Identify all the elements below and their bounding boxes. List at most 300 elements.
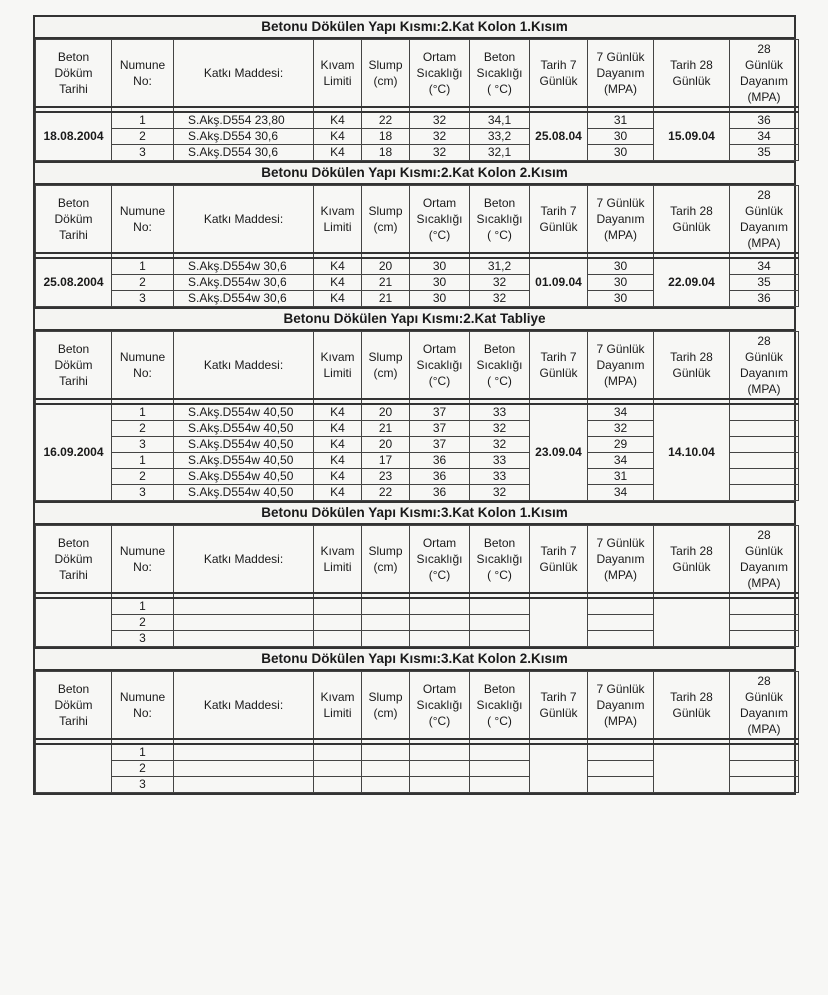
additive: S.Akş.D554w 40,50 <box>174 453 314 469</box>
header-line: Beton <box>483 682 516 696</box>
header-line: Günlük <box>539 706 578 720</box>
header-kivam <box>314 526 362 594</box>
table-row <box>36 598 799 615</box>
header-ortam <box>410 186 470 254</box>
header-line: 28 <box>757 528 771 542</box>
concrete-temp: 33 <box>470 469 530 485</box>
header-line: (°C) <box>428 228 451 242</box>
header-d7 <box>588 526 654 594</box>
date-28-day: 22.09.04 <box>654 258 730 307</box>
header-row <box>36 526 799 594</box>
header-line: No: <box>133 560 152 574</box>
header-row <box>36 672 799 740</box>
section <box>33 501 796 647</box>
sample-no: 1 <box>112 453 174 469</box>
ambient-temp: 32 <box>410 129 470 145</box>
slump <box>362 761 410 777</box>
header-line: Limiti <box>323 220 352 234</box>
header-line: Döküm <box>54 552 93 566</box>
section-table <box>35 39 799 161</box>
header-line: No: <box>133 366 152 380</box>
header-slump <box>362 526 410 594</box>
header-line: Döküm <box>54 698 93 712</box>
header-d7 <box>588 332 654 400</box>
header-line: Tarihi <box>59 374 88 388</box>
strength-7-day: 31 <box>588 112 654 129</box>
strength-28-day <box>730 469 799 485</box>
header-ortam <box>410 526 470 594</box>
header-d28 <box>730 186 799 254</box>
date-7-day <box>530 744 588 793</box>
sample-no: 1 <box>112 404 174 421</box>
casting-date <box>36 598 112 647</box>
header-line: Slump <box>368 58 403 72</box>
strength-28-day <box>730 485 799 501</box>
header-line: (°C) <box>428 374 451 388</box>
header-line: Sıcaklığı <box>416 698 463 712</box>
header-tarih28 <box>654 672 730 740</box>
sample-no: 3 <box>112 631 174 647</box>
consistency-limit: K4 <box>314 291 362 307</box>
header-dokum <box>36 186 112 254</box>
header-line: Tarih 7 <box>540 204 577 218</box>
sample-no: 3 <box>112 437 174 453</box>
header-line: Günlük <box>744 204 784 218</box>
additive: S.Akş.D554w 40,50 <box>174 421 314 437</box>
header-line: 7 Günlük <box>596 682 645 696</box>
additive: S.Akş.D554w 30,6 <box>174 291 314 307</box>
header-line: Dayanım <box>739 706 789 720</box>
header-line: Günlük <box>672 560 711 574</box>
date-7-day <box>530 598 588 647</box>
ambient-temp <box>410 777 470 793</box>
header-katki <box>174 186 314 254</box>
sample-no: 1 <box>112 744 174 761</box>
header-line: Ortam <box>422 196 457 210</box>
strength-7-day: 32 <box>588 421 654 437</box>
header-line: Döküm <box>54 358 93 372</box>
slump: 18 <box>362 129 410 145</box>
strength-28-day: 35 <box>730 145 799 161</box>
casting-date <box>36 744 112 793</box>
ambient-temp: 30 <box>410 258 470 275</box>
sample-no: 2 <box>112 615 174 631</box>
header-line: Günlük <box>672 220 711 234</box>
header-row <box>36 332 799 400</box>
slump <box>362 777 410 793</box>
header-line: Günlük <box>539 220 578 234</box>
header-line: (MPA) <box>603 714 638 728</box>
ambient-temp <box>410 631 470 647</box>
section <box>33 161 796 307</box>
header-line: Katkı Maddesi: <box>203 698 284 712</box>
header-line: ( °C) <box>487 714 512 728</box>
header-line: Tarih 28 <box>670 544 713 558</box>
header-numune <box>112 672 174 740</box>
header-line: (cm) <box>373 560 398 574</box>
header-line: 28 <box>757 42 771 56</box>
additive: S.Akş.D554 30,6 <box>174 145 314 161</box>
additive: S.Akş.D554w 40,50 <box>174 485 314 501</box>
concrete-temp <box>470 615 530 631</box>
ambient-temp: 37 <box>410 404 470 421</box>
section-title: Betonu Dökülen Yapı Kısmı:2.Kat Tabliye <box>35 309 794 331</box>
concrete-temp: 32 <box>470 485 530 501</box>
header-line: Tarihi <box>59 714 88 728</box>
header-d28 <box>730 40 799 108</box>
concrete-temp <box>470 631 530 647</box>
header-dokum <box>36 332 112 400</box>
header-line: Sıcaklığı <box>416 212 463 226</box>
strength-28-day <box>730 453 799 469</box>
strength-28-day <box>730 437 799 453</box>
strength-7-day <box>588 777 654 793</box>
sample-no: 2 <box>112 761 174 777</box>
header-line: Günlük <box>744 690 784 704</box>
header-row <box>36 186 799 254</box>
header-katki <box>174 332 314 400</box>
header-line: Günlük <box>672 366 711 380</box>
strength-28-day <box>730 598 799 615</box>
consistency-limit: K4 <box>314 437 362 453</box>
additive <box>174 631 314 647</box>
header-line: 28 <box>757 674 771 688</box>
casting-date: 16.09.2004 <box>36 404 112 501</box>
section-title: Betonu Dökülen Yapı Kısmı:2.Kat Kolon 1.Kısım <box>35 17 794 39</box>
header-d28 <box>730 526 799 594</box>
header-line: (cm) <box>373 706 398 720</box>
header-dokum <box>36 526 112 594</box>
header-line: Beton <box>483 342 516 356</box>
header-tarih7 <box>530 40 588 108</box>
concrete-temp: 32 <box>470 291 530 307</box>
concrete-temp: 33 <box>470 404 530 421</box>
header-beton <box>470 526 530 594</box>
header-line: Tarihi <box>59 568 88 582</box>
header-d7 <box>588 186 654 254</box>
header-line: (°C) <box>428 568 451 582</box>
header-line: Katkı Maddesi: <box>203 212 284 226</box>
header-kivam <box>314 186 362 254</box>
header-d28 <box>730 332 799 400</box>
sample-no: 3 <box>112 485 174 501</box>
concrete-temp <box>470 777 530 793</box>
concrete-temp: 33 <box>470 453 530 469</box>
concrete-test-document <box>33 15 796 795</box>
strength-7-day: 30 <box>588 275 654 291</box>
consistency-limit: K4 <box>314 485 362 501</box>
concrete-temp: 32 <box>470 421 530 437</box>
header-line: Slump <box>368 350 403 364</box>
header-line: Dayanım <box>739 560 789 574</box>
header-line: Günlük <box>744 350 784 364</box>
header-line: Limiti <box>323 366 352 380</box>
sample-no: 1 <box>112 112 174 129</box>
header-slump <box>362 672 410 740</box>
header-slump <box>362 186 410 254</box>
header-tarih7 <box>530 332 588 400</box>
header-line: Dayanım <box>596 66 645 80</box>
header-line: (MPA) <box>747 382 781 396</box>
additive: S.Akş.D554w 30,6 <box>174 275 314 291</box>
strength-28-day <box>730 777 799 793</box>
header-line: Günlük <box>744 544 784 558</box>
ambient-temp <box>410 744 470 761</box>
concrete-temp: 32 <box>470 437 530 453</box>
consistency-limit <box>314 598 362 615</box>
header-line: (MPA) <box>603 374 638 388</box>
header-line: Beton <box>57 682 90 696</box>
ambient-temp: 36 <box>410 485 470 501</box>
header-line: Slump <box>368 204 403 218</box>
header-line: Günlük <box>539 74 578 88</box>
strength-7-day <box>588 631 654 647</box>
section-title: Betonu Dökülen Yapı Kısmı:3.Kat Kolon 2.Kısım <box>35 649 794 671</box>
strength-28-day <box>730 615 799 631</box>
sample-no: 2 <box>112 275 174 291</box>
header-line: Dayanım <box>596 212 645 226</box>
header-line: Dayanım <box>596 358 645 372</box>
strength-28-day <box>730 404 799 421</box>
section-title: Betonu Dökülen Yapı Kısmı:2.Kat Kolon 2.Kısım <box>35 163 794 185</box>
header-line: Döküm <box>54 212 93 226</box>
header-line: No: <box>133 74 152 88</box>
ambient-temp <box>410 598 470 615</box>
casting-date: 25.08.2004 <box>36 258 112 307</box>
concrete-temp: 32,1 <box>470 145 530 161</box>
strength-28-day <box>730 421 799 437</box>
ambient-temp: 37 <box>410 421 470 437</box>
casting-date: 18.08.2004 <box>36 112 112 161</box>
header-line: Tarih 7 <box>540 350 577 364</box>
header-line: Sıcaklığı <box>476 552 523 566</box>
ambient-temp: 32 <box>410 112 470 129</box>
strength-7-day: 30 <box>588 291 654 307</box>
slump: 18 <box>362 145 410 161</box>
slump <box>362 631 410 647</box>
header-line: Sıcaklığı <box>476 66 523 80</box>
sample-no: 2 <box>112 469 174 485</box>
strength-7-day: 30 <box>588 129 654 145</box>
consistency-limit: K4 <box>314 404 362 421</box>
consistency-limit: K4 <box>314 421 362 437</box>
header-line: 7 Günlük <box>596 50 645 64</box>
additive <box>174 598 314 615</box>
section <box>33 647 796 795</box>
header-line: 28 <box>757 188 771 202</box>
header-line: (cm) <box>373 220 398 234</box>
header-numune <box>112 526 174 594</box>
header-kivam <box>314 40 362 108</box>
ambient-temp: 30 <box>410 275 470 291</box>
header-line: (MPA) <box>747 576 781 590</box>
table-row <box>36 258 799 275</box>
slump: 20 <box>362 404 410 421</box>
header-line: Beton <box>57 50 90 64</box>
header-line: Numune <box>119 690 166 704</box>
header-line: Sıcaklığı <box>476 698 523 712</box>
concrete-temp: 31,2 <box>470 258 530 275</box>
header-line: Limiti <box>323 560 352 574</box>
header-katki <box>174 40 314 108</box>
sample-no: 2 <box>112 129 174 145</box>
header-line: Sıcaklığı <box>416 66 463 80</box>
section <box>33 307 796 501</box>
header-line: Kıvam <box>320 350 355 364</box>
slump: 20 <box>362 258 410 275</box>
header-line: No: <box>133 220 152 234</box>
header-line: Kıvam <box>320 204 355 218</box>
header-line: Slump <box>368 690 403 704</box>
strength-28-day: 34 <box>730 129 799 145</box>
additive <box>174 615 314 631</box>
date-28-day: 14.10.04 <box>654 404 730 501</box>
header-beton <box>470 186 530 254</box>
header-line: ( °C) <box>487 228 512 242</box>
consistency-limit <box>314 631 362 647</box>
strength-28-day: 36 <box>730 112 799 129</box>
ambient-temp: 36 <box>410 453 470 469</box>
sample-no: 1 <box>112 258 174 275</box>
ambient-temp: 36 <box>410 469 470 485</box>
header-line: Tarih 28 <box>670 690 713 704</box>
additive: S.Akş.D554 23,80 <box>174 112 314 129</box>
concrete-temp <box>470 761 530 777</box>
header-line: (cm) <box>373 366 398 380</box>
table-row <box>36 404 799 421</box>
header-line: Tarih 7 <box>540 544 577 558</box>
header-katki <box>174 526 314 594</box>
slump <box>362 744 410 761</box>
slump: 22 <box>362 112 410 129</box>
header-slump <box>362 40 410 108</box>
slump: 17 <box>362 453 410 469</box>
consistency-limit <box>314 777 362 793</box>
header-line: Günlük <box>744 58 784 72</box>
header-line: Dayanım <box>596 552 645 566</box>
header-slump <box>362 332 410 400</box>
slump: 22 <box>362 485 410 501</box>
strength-28-day <box>730 631 799 647</box>
header-tarih28 <box>654 526 730 594</box>
sample-no: 2 <box>112 421 174 437</box>
additive <box>174 761 314 777</box>
header-numune <box>112 186 174 254</box>
consistency-limit <box>314 744 362 761</box>
header-line: Günlük <box>539 560 578 574</box>
header-line: Dayanım <box>739 366 789 380</box>
consistency-limit: K4 <box>314 275 362 291</box>
header-line: Kıvam <box>320 544 355 558</box>
header-ortam <box>410 672 470 740</box>
header-line: (cm) <box>373 74 398 88</box>
header-d28 <box>730 672 799 740</box>
header-kivam <box>314 332 362 400</box>
sample-no: 3 <box>112 291 174 307</box>
header-line: Tarih 28 <box>670 58 713 72</box>
header-line: Sıcaklığı <box>416 552 463 566</box>
header-line: Beton <box>483 536 516 550</box>
header-line: Günlük <box>539 366 578 380</box>
strength-28-day: 35 <box>730 275 799 291</box>
additive: S.Akş.D554w 30,6 <box>174 258 314 275</box>
header-line: 7 Günlük <box>596 342 645 356</box>
header-kivam <box>314 672 362 740</box>
header-line: Beton <box>57 342 90 356</box>
header-line: Kıvam <box>320 690 355 704</box>
ambient-temp <box>410 761 470 777</box>
header-line: ( °C) <box>487 568 512 582</box>
strength-28-day <box>730 744 799 761</box>
header-row <box>36 40 799 108</box>
consistency-limit: K4 <box>314 453 362 469</box>
header-line: 7 Günlük <box>596 196 645 210</box>
header-line: 7 Günlük <box>596 536 645 550</box>
section <box>33 15 796 161</box>
slump: 21 <box>362 275 410 291</box>
date-28-day <box>654 598 730 647</box>
consistency-limit: K4 <box>314 129 362 145</box>
date-28-day <box>654 744 730 793</box>
header-line: Ortam <box>422 342 457 356</box>
slump: 21 <box>362 421 410 437</box>
ambient-temp: 37 <box>410 437 470 453</box>
date-7-day: 23.09.04 <box>530 404 588 501</box>
concrete-temp: 32 <box>470 275 530 291</box>
strength-7-day: 31 <box>588 469 654 485</box>
strength-7-day: 30 <box>588 258 654 275</box>
consistency-limit <box>314 615 362 631</box>
strength-7-day: 30 <box>588 145 654 161</box>
header-numune <box>112 332 174 400</box>
consistency-limit: K4 <box>314 258 362 275</box>
strength-7-day <box>588 598 654 615</box>
header-tarih7 <box>530 186 588 254</box>
header-line: Numune <box>119 350 166 364</box>
header-line: (°C) <box>428 714 451 728</box>
header-katki <box>174 672 314 740</box>
header-line: Beton <box>57 196 90 210</box>
strength-7-day: 34 <box>588 485 654 501</box>
concrete-temp <box>470 744 530 761</box>
header-line: Numune <box>119 58 166 72</box>
header-line: Beton <box>57 536 90 550</box>
strength-28-day: 34 <box>730 258 799 275</box>
strength-28-day <box>730 761 799 777</box>
header-line: Katkı Maddesi: <box>203 66 284 80</box>
table-row <box>36 112 799 129</box>
header-line: Ortam <box>422 536 457 550</box>
header-line: Dayanım <box>739 220 789 234</box>
strength-7-day <box>588 615 654 631</box>
header-line: Ortam <box>422 682 457 696</box>
header-line: Tarihi <box>59 228 88 242</box>
additive: S.Akş.D554w 40,50 <box>174 469 314 485</box>
header-line: (MPA) <box>603 228 638 242</box>
header-line: Slump <box>368 544 403 558</box>
header-numune <box>112 40 174 108</box>
header-line: Tarihi <box>59 82 88 96</box>
date-7-day: 01.09.04 <box>530 258 588 307</box>
header-tarih7 <box>530 526 588 594</box>
concrete-temp <box>470 598 530 615</box>
sample-no: 3 <box>112 777 174 793</box>
sample-no: 3 <box>112 145 174 161</box>
header-line: Numune <box>119 204 166 218</box>
concrete-temp: 34,1 <box>470 112 530 129</box>
header-line: Dayanım <box>739 74 789 88</box>
additive: S.Akş.D554w 40,50 <box>174 437 314 453</box>
